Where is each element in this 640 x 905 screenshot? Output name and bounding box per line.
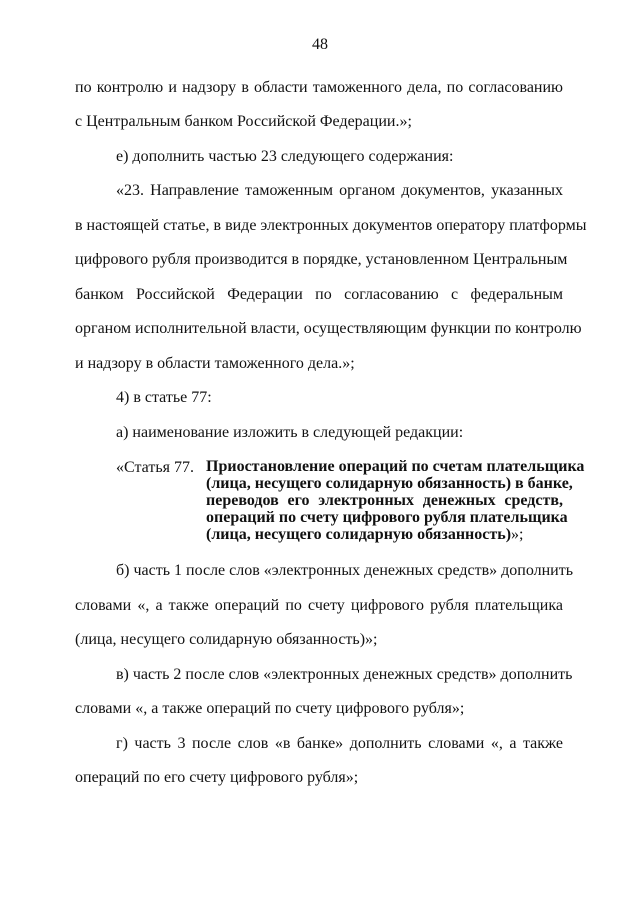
text-line-4: «23. Направление таможенным органом документов, указанных: [116, 182, 563, 199]
article-title-tail: »;: [511, 526, 524, 543]
text-line-23: операций по его счету цифрового рубля»;: [75, 769, 359, 786]
article-label: «Статья 77.: [116, 459, 194, 476]
text-line-3: е) дополнить частью 23 следующего содержания:: [116, 148, 454, 165]
text-line-19: (лица, несущего солидарную обязанность)»;: [75, 631, 378, 648]
text-line-22: г) часть 3 после слов «в банке» дополнить словами «, а также: [116, 735, 563, 752]
article-title-line-5: [206, 526, 563, 543]
article-title-line-1: Приостановление операций по счетам плательщика: [206, 458, 585, 475]
text-line-21: словами «, а также операций по счету цифрового рубля»;: [75, 700, 465, 717]
text-line-10: 4) в статье 77:: [116, 389, 212, 406]
article-title-line-5-text: (лица, несущего солидарную обязанность): [206, 526, 512, 543]
text-line-17: б) часть 1 после слов «электронных денежных средств» дополнить: [116, 562, 574, 579]
text-line-8: органом исполнительной власти, осуществляющим функции по контролю: [75, 320, 582, 337]
text-line-20: в) часть 2 после слов «электронных денежных средств» дополнить: [116, 666, 573, 683]
text-line-6: цифрового рубля производится в порядке, установленном Центральным: [75, 251, 568, 268]
text-line-9: и надзору в области таможенного дела.»;: [75, 355, 355, 372]
article-title-line-3: переводов его электронных денежных средств,: [206, 492, 563, 509]
article-title-line-2: (лица, несущего солидарную обязанность) в банке,: [206, 475, 573, 492]
text-line-11: а) наименование изложить в следующей редакции:: [116, 424, 464, 441]
text-line-7: банком Российской Федерации по согласованию с федеральным: [75, 286, 563, 303]
text-line-2: с Центральным банком Российской Федерации.»;: [75, 113, 412, 130]
page-number: 48: [312, 36, 328, 53]
text-line-5: в настоящей статье, в виде электронных документов оператору платформы: [75, 217, 587, 234]
text-line-1: по контролю и надзору в области таможенного дела, по согласованию: [75, 79, 563, 96]
article-title-line-4: операций по счету цифрового рубля плательщика: [206, 509, 568, 526]
article-title: [206, 458, 585, 543]
text-line-18: словами «, а также операций по счету цифрового рубля плательщика: [75, 597, 563, 614]
